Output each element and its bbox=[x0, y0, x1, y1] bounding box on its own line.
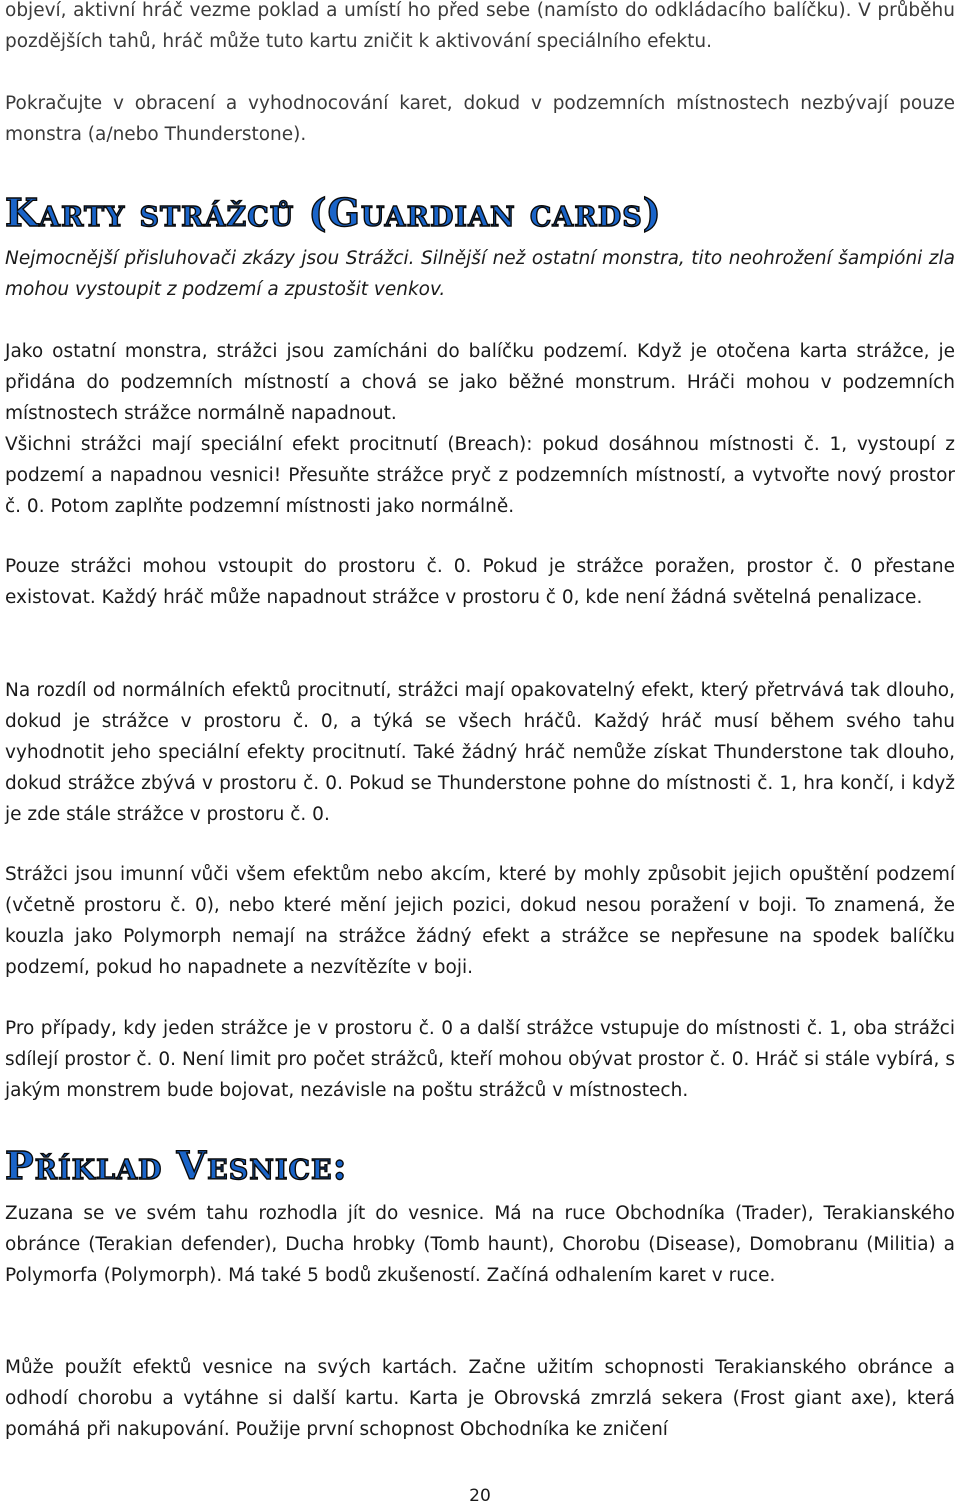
intro-paragraph-treasure: objeví, aktivní hráč vezme poklad a umístí ho před sebe (namísto do odkládacího balíčku). V průběhu pozdějších tahů, hráč může tuto kartu zničit k aktivování speciálního efektu. bbox=[5, 0, 955, 52]
guardian-paragraph-immunity: Strážci jsou imunní vůči všem efektům nebo akcím, které by mohly způsobit jejich opuštění podzemí (včetně prostoru č. 0), nebo které mění jejich pozici, dokud nesou poražení v boji. To znamená, že kouzla jako Polymorph nemají na strážce žádný efekt a strážce se nepřesune na spodek balíčku podzemí, pokud ho napadnete a nezvítězíte v boji. bbox=[5, 864, 955, 978]
guardian-paragraph-breach: Všichni strážci mají speciální efekt procitnutí (Breach): pokud dosáhnou místnosti č. 1, vystoupí z podzemí a napadnou vesnici! Přesuňte strážce pryč z podzemních místností, a vytvořte nový prostor č. 0. Potom zaplňte podzemní místnosti jako normálně. bbox=[5, 434, 955, 517]
guardian-lead-paragraph: Nejmocnější přisluhovači zkázy jsou Strážci. Silnější než ostatní monstra, tito neohrožení šampióni zla mohou vystoupit z podzemí a zpustošit venkov. bbox=[5, 248, 955, 300]
example-paragraph-hand: Zuzana se ve svém tahu rozhodla jít do vesnice. Má na ruce Obchodníka (Trader), Terakianského obránce (Terakian defender), Ducha hrobky (Tomb haunt), Chorobu (Disease), Domobranu (Militia) a Polymorfa (Polymorph). Má také 5 bodů zkušeností. Začíná odhalením karet v ruce. bbox=[5, 1203, 955, 1286]
heading-village-example: Příklad Vesnice: bbox=[5, 1143, 348, 1188]
guardian-paragraph-space-zero: Pouze strážci mohou vstoupit do prostoru č. 0. Pokud je strážce poražen, prostor č. 0 přestane existovat. Každý hráč může napadnout strážce v prostoru č 0, kde není žádná světelná penalizace. bbox=[5, 556, 955, 608]
heading-guardian-cards: Karty strážců (Guardian cards) bbox=[5, 190, 662, 235]
guardian-paragraph-sharing: Pro případy, kdy jeden strážce je v prostoru č. 0 a další strážce vstupuje do místnosti č. 1, oba strážci sdílejí prostor č. 0. Není limit pro počet strážců, kteří mohou obývat prostor č. 0. Hráč si stále vybírá, s jakým monstrem bude bojovat, nezávisle na poštu strážců v místnostech. bbox=[5, 1018, 955, 1101]
intro-paragraph-continue: Pokračujte v obracení a vyhodnocování karet, dokud v podzemních místnostech nezbývají pouze monstra (a/nebo Thunderstone). bbox=[5, 93, 955, 145]
guardian-paragraph-repeat-effect: Na rozdíl od normálních efektů procitnutí, strážci mají opakovatelný efekt, který přetrvává tak dlouho, dokud je strážce v prostoru č. 0, a týká se všech hráčů. Každý hráč musí během svého tahu vyhodnotit jeho speciální efekty procitnutí. Také žádný hráč nemůže získat Thunderstone tak dlouho, dokud strážce zbývá v prostoru č. 0. Pokud se Thunderstone pohne do místnosti č. 1, hra končí, i když je zde stále strážce v prostoru č. 0. bbox=[5, 680, 955, 825]
guardian-paragraph-shuffle: Jako ostatní monstra, strážci jsou zamícháni do balíčku podzemí. Když je otočena karta strážce, je přidána do podzemních místností a chová se jako běžné monstrum. Hráči mohou v podzemních místnostech strážce normálně napadnout. bbox=[5, 341, 955, 424]
page-number: 20 bbox=[469, 1486, 491, 1506]
example-paragraph-effects: Může použít efektů vesnice na svých kartách. Začne užitím schopnosti Terakianského obránce a odhodí chorobu a vytáhne si další kartu. Karta je Obrovská zmrzlá sekera (Frost giant axe), která pomáhá při nakupování. Použije první schopnost Obchodníka ke zničení bbox=[5, 1357, 955, 1440]
